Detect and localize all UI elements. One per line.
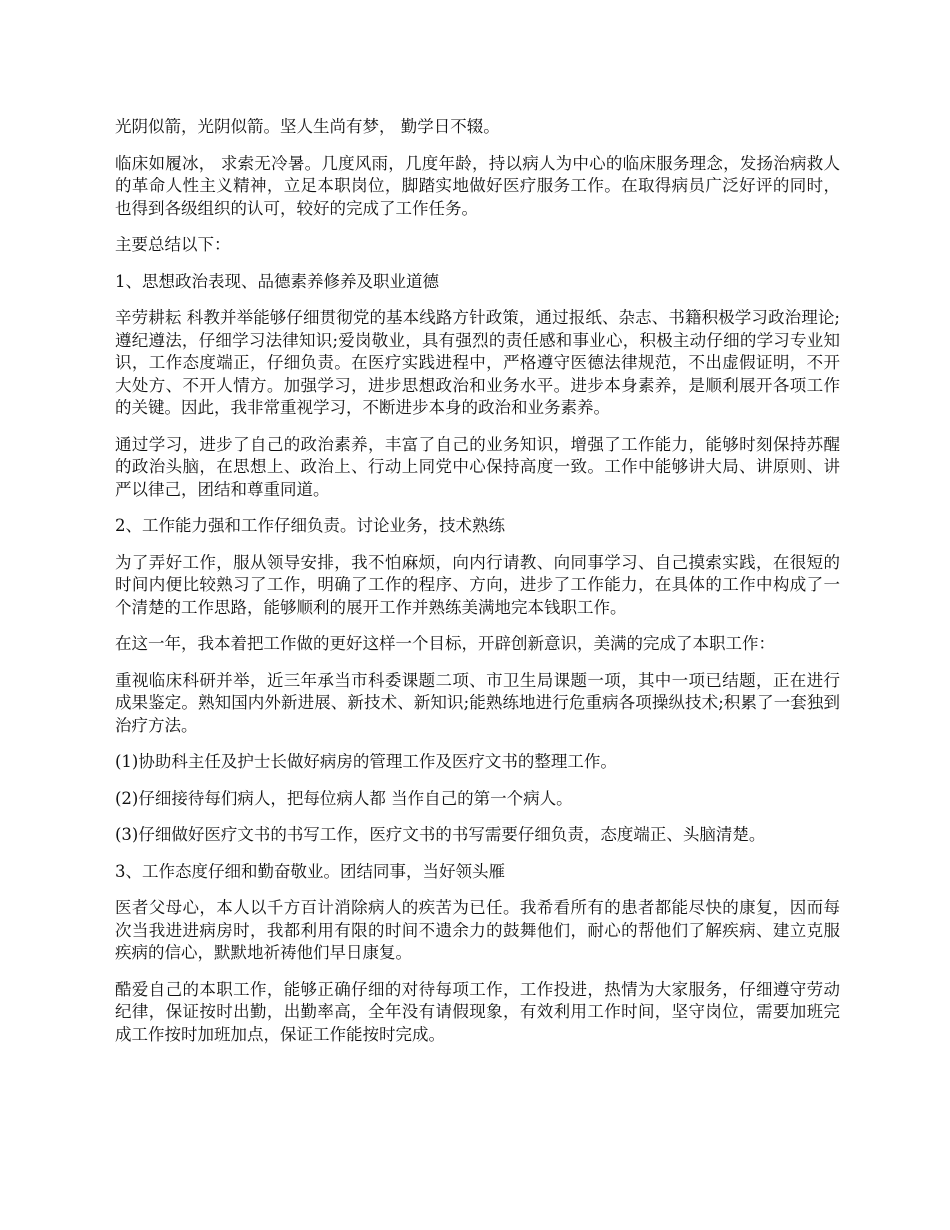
paragraph-summary-lead: 主要总结以下：: [115, 235, 231, 254]
paragraph-section3-dedication: 酷爱自己的本职工作，能够正确仔细的对待每项工作，工作投进，热情为大家服务，仔细遵守劳动纪律，保证按时出勤，出勤率高，全年没有请假现象，有效利用工作时间，坚守岗位，需要加班完成工作按时加班加点，保证工作能按时完成。: [115, 979, 840, 1044]
document-page: [115, 116, 840, 1060]
section-heading-2: 2、工作能力强和工作仔细负责。讨论业务，技术熟练: [115, 516, 505, 535]
paragraph-section1-body: 辛劳耕耘 科教并举能够仔细贯彻党的基本线路方针政策，通过报纸、杂志、书籍积极学习政治理论;遵纪遵法，仔细学习法律知识;爱岗敬业，具有强烈的责任感和事业心，积极主动仔细的学习专业知识，工作态度端正，仔细负责。在医疗实践进程中，严格遵守医德法律规范，不出虚假证明，不开大处方、不开人情方。加强学习，进步思想政治和业务水平。进步本身素养，是顺利展开各项工作的关键。因此，我非常重视学习，不断进步本身的政治和业务素养。: [115, 308, 840, 417]
paragraph-intro: 临床如履冰， 求索无冷暑。几度风雨，几度年龄，持以病人为中心的临床服务理念，发扬治病救人的革命人性主义精神，立足本职岗位，脚踏实地做好医疗服务工作。在取得病员广泛好评的同时，也得到各级组织的认可，较好的完成了工作任务。: [115, 153, 840, 218]
list-item-1: (1)协助科主任及护士长做好病房的管理工作及医疗文书的整理工作。: [115, 752, 617, 771]
paragraph-section1-study: 通过学习，进步了自己的政治素养，丰富了自己的业务知识，增强了工作能力，能够时刻保持苏醒的政治头脑，在思想上、政治上、行动上同党中心保持高度一致。工作中能够讲大局、讲原则、讲严以律己，团结和尊重同道。: [115, 434, 840, 499]
paragraph-section2-goal: 在这一年，我本着把工作做的更好这样一个目标，开辟创新意识，美满的完成了本职工作：: [115, 634, 775, 653]
paragraph-section2-research: 重视临床科研并举，近三年承当市科委课题二项、市卫生局课题一项，其中一项已结题，正在进行成果鉴定。熟知国内外新进展、新技术、新知识;能熟练地进行危重病各项操纵技术;积累了一套独到治疗方法。: [115, 670, 840, 735]
paragraph-section2-body: 为了弄好工作，服从领导安排，我不怕麻烦，向内行请教、向同事学习、自己摸索实践，在很短的时间内便比较熟习了工作，明确了工作的程序、方向，进步了工作能力，在具体的工作中构成了一个清楚的工作思路，能够顺利的展开工作并熟练美满地完本钱职工作。: [115, 552, 840, 617]
section-heading-1: 1、思想政治表现、品德素养修养及职业道德: [115, 271, 439, 291]
list-item-3: (3)仔细做好医疗文书的书写工作，医疗文书的书写需要仔细负责，态度端正、头脑清楚。: [115, 825, 766, 844]
section-heading-3: 3、工作态度仔细和勤奋敬业。团结同事，当好领头雁: [115, 861, 505, 881]
paragraph-section3-body: 医者父母心，本人以千方百计消除病人的疾苦为已任。我希看所有的患者都能尽快的康复，因而每次当我进进病房时，我都利用有限的时间不遗余力的鼓舞他们，耐心的帮他们了解疾病、建立克服疾病的信心，默默地祈祷他们早日康复。: [115, 898, 840, 962]
paragraph-opening: 光阴似箭，光阴似箭。坚人生尚有梦， 勤学日不辍。: [115, 117, 500, 136]
list-item-2: (2)仔细接待每们病人，把每位病人都 当作自己的第一个病人。: [115, 788, 573, 808]
